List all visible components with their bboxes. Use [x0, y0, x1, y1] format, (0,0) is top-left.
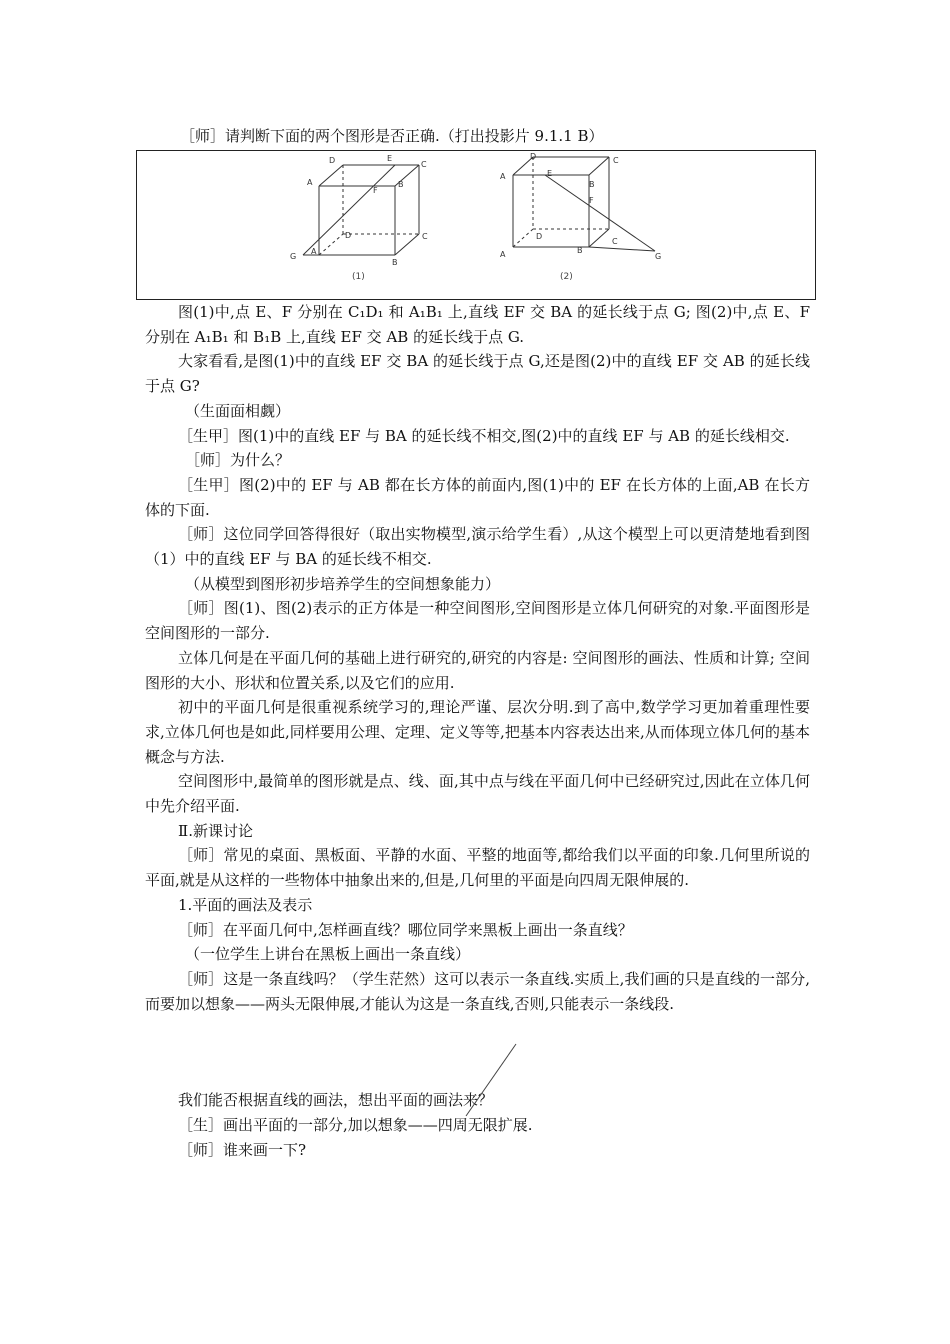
label-c: C — [422, 232, 428, 241]
paragraph: 我们能否根据直线的画法，想出平面的画法来？ — [178, 1091, 494, 1110]
cube-figures — [137, 151, 815, 299]
paragraph: （生面面相觑） — [185, 401, 291, 420]
caption-1: (1) — [352, 272, 365, 282]
label-d1: D — [329, 156, 336, 165]
paragraph: ［生甲］图(2)中的 EF 与 AB 都在长方体的前面内,图(1)中的 EF 在长方体的上面,AB 在长方体的下面. — [145, 475, 810, 519]
label-a1-2: A — [500, 172, 506, 181]
extension-ab — [589, 247, 655, 251]
line-ef-1 — [303, 165, 395, 255]
label-a1: A — [307, 178, 313, 187]
paragraph: 初中的平面几何是很重视系统学习的,理论严谨、层次分明.到了高中,数学学习更加着重理性要求,立体几何也是如此,同样要用公理、定理、定义等等,把基本内容表达出来,从而体现立体几何的基本概念与方法. — [145, 698, 810, 766]
section-heading: Ⅱ.新课讨论 — [178, 821, 253, 840]
label-a-2: A — [500, 250, 506, 259]
label-c1-2: C — [613, 156, 619, 165]
label-f: F — [373, 186, 378, 195]
line-ef-2 — [545, 175, 655, 251]
edge-bc — [395, 234, 419, 255]
intro-line: ［师］请判断下面的两个图形是否正确.（打出投影片 9.1.1 B） — [180, 127, 604, 145]
label-b1-2: B — [589, 180, 595, 189]
paragraph: 图(1)中,点 E、F 分别在 C₁D₁ 和 A₁B₁ 上,直线 EF 交 BA 的延长线于点 G; 图(2)中,点 E、F 分别在 A₁B₁ 和 B₁B 上,直线 EF 交 AB 的延长线于点 G. — [145, 303, 810, 346]
figure-2 — [513, 157, 655, 251]
caption-2: (2) — [560, 272, 573, 282]
paragraph: ［师］在平面几何中,怎样画直线？哪位同学来黑板上画出一条直线？ — [178, 920, 633, 939]
label-b-2: B — [577, 246, 583, 255]
label-c1: C — [421, 160, 427, 169]
edge-bc-2 — [589, 229, 609, 247]
label-e: E — [387, 154, 393, 163]
paragraph: ［生］画出平面的一部分,加以想象——四周无限扩展. — [178, 1116, 533, 1135]
edge-a1d1 — [319, 165, 343, 186]
hidden-edge-ad-2 — [513, 229, 533, 247]
label-f-2: F — [589, 196, 594, 205]
paragraph: ［师］常见的桌面、黑板面、平静的水面、平整的地面等,都给我们以平面的印象.几何里所说的平面,就是从这样的一些物体中抽象出来的,但是,几何里的平面是向四周无限伸展的. — [145, 846, 810, 890]
straight-line-drawing — [440, 1040, 530, 1120]
paragraph: ［生甲］图(1)中的直线 EF 与 BA 的延长线不相交,图(2)中的直线 EF 与 AB 的延长线相交. — [178, 426, 790, 445]
paragraph: 大家看看,是图(1)中的直线 EF 交 BA 的延长线于点 G,还是图(2)中的直线 EF 交 AB 的延长线于点 G? — [145, 352, 810, 396]
paragraph: ［师］为什么？ — [185, 451, 291, 470]
label-c-2: C — [612, 237, 618, 246]
paragraph: 空间图形中,最简单的图形就是点、线、面,其中点与线在平面几何中已经研究过,因此在立体几何中先介绍平面. — [145, 772, 810, 816]
figure-1-labels — [290, 154, 428, 282]
label-e-2: E — [547, 169, 553, 178]
label-a: A — [311, 247, 317, 256]
edge-b1c1-2 — [589, 157, 609, 175]
figure-2-labels — [500, 152, 661, 282]
body-text — [145, 300, 810, 1163]
drawn-line — [466, 1044, 516, 1116]
paragraph: 立体几何是在平面几何的基础上进行研究的,研究的内容是: 空间图形的画法、性质和计算; 空间图形的大小、形状和位置关系,以及它们的应用. — [145, 648, 810, 692]
paragraph: ［师］这位同学回答得很好（取出实物模型,演示给学生看）,从这个模型上可以更清楚地看到图（1）中的直线 EF 与 BA 的延长线不相交. — [145, 525, 810, 569]
figure-box — [136, 150, 816, 300]
figure-1 — [303, 165, 419, 255]
hidden-edge-ad — [319, 234, 343, 255]
subsection-heading: 1.平面的画法及表示 — [178, 895, 313, 914]
paragraph: ［师］谁来画一下? — [178, 1140, 307, 1159]
label-b1: B — [398, 180, 404, 189]
paragraph: ［师］这是一条直线吗？（学生茫然）这可以表示一条直线.实质上,我们画的只是直线的一部分,而要加以想象——两头无限伸展,才能认为这是一条直线,否则,只能表示一条线段. — [145, 969, 810, 1013]
label-d-2: D — [536, 232, 543, 241]
label-b: B — [392, 258, 398, 267]
label-g-2: G — [655, 252, 662, 261]
paragraph: （一位学生上讲台在黑板上画出一条直线） — [185, 945, 471, 964]
label-d1-2: D — [530, 152, 537, 161]
paragraph: ［师］图(1)、图(2)表示的正方体是一种空间图形,空间图形是立体几何研究的对象.平面图形是空间图形的一部分. — [145, 599, 810, 643]
paragraph: （从模型到图形初步培养学生的空间想象能力） — [185, 574, 501, 593]
label-g: G — [290, 252, 297, 261]
label-d: D — [345, 231, 352, 240]
